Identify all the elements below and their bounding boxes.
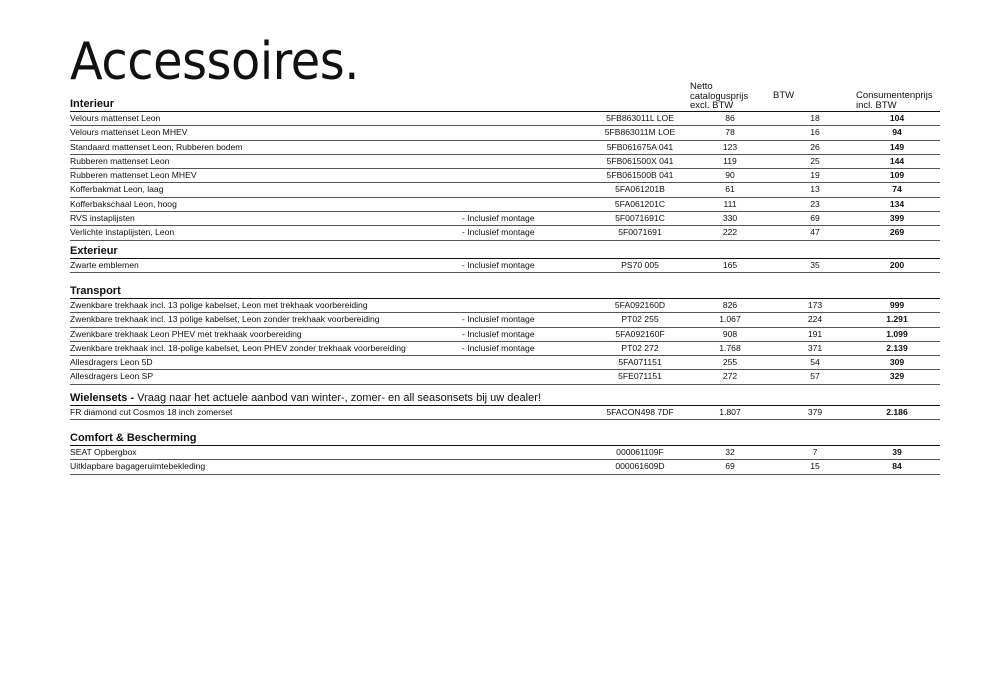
section-title <box>70 284 940 299</box>
vat-amount: 57 <box>810 371 820 382</box>
product-name: Zwenkbare trekhaak Leon PHEV met trekhaak voorbereiding <box>70 328 302 339</box>
part-number: 5F0071691 <box>618 227 662 238</box>
part-number: 5FA071151 <box>618 357 662 368</box>
section-title-text: Wielensets - <box>70 392 135 404</box>
table-row <box>70 126 940 140</box>
section-note: Vraag naar het actuele aanbod van winter-, zomer- en all seasonsets bij uw dealer! <box>134 392 541 404</box>
vat-amount: 19 <box>810 170 820 181</box>
section-title-text: Transport <box>70 285 121 297</box>
product-name: Verlichte instaplijsten, Leon <box>70 227 175 238</box>
net-price: 165 <box>722 260 738 270</box>
table-row <box>70 226 940 240</box>
consumer-price: 329 <box>889 371 905 382</box>
column-header-consumer-line1: Consumentenprijs <box>856 90 933 101</box>
consumer-price: 144 <box>889 155 905 166</box>
table-row <box>70 460 940 474</box>
section-title <box>70 244 940 259</box>
vat-amount: 47 <box>810 227 820 238</box>
part-number: 5F0071691C <box>615 213 665 224</box>
consumer-price: 1.099 <box>886 328 908 339</box>
product-name: SEAT Opbergbox <box>70 447 137 457</box>
vat-amount: 379 <box>807 407 823 417</box>
table-row <box>70 370 940 384</box>
column-header-net-line2: catalogusprijs <box>690 90 749 102</box>
net-price: 69 <box>725 461 735 472</box>
page-title: Accessoires. <box>70 32 359 92</box>
part-number: 5FA092160D <box>614 300 666 310</box>
vat-amount: 13 <box>810 184 820 195</box>
product-name: Kofferbakmat Leon, laag <box>70 184 164 195</box>
section-1 <box>70 244 940 273</box>
vat-amount: 15 <box>810 461 820 472</box>
vat-amount: 25 <box>810 155 820 166</box>
section-title-text: Comfort & Bescherming <box>70 432 197 444</box>
section-title-text: Interieur <box>70 98 115 110</box>
table-row <box>70 155 940 169</box>
column-header-net-line3: excl. BTW <box>690 100 734 111</box>
table-row <box>70 112 940 126</box>
net-price: 119 <box>723 155 737 166</box>
product-name: Zwenkbare trekhaak incl. 13 polige kabelset, Leon zonder trekhaak voorbereiding <box>70 314 380 325</box>
mounting-note: - Inclusief montage <box>462 314 535 325</box>
consumer-price: 109 <box>889 170 905 181</box>
table-row <box>70 169 940 183</box>
section-title <box>70 431 940 446</box>
section-title-text: Exterieur <box>70 245 118 257</box>
vat-amount: 16 <box>810 127 820 138</box>
consumer-price: 84 <box>892 461 902 472</box>
product-name: Allesdragers Leon SP <box>70 371 154 382</box>
vat-amount: 23 <box>810 198 820 209</box>
product-name: Zwenkbare trekhaak incl. 13 polige kabelset, Leon met trekhaak voorbereiding <box>70 300 368 310</box>
product-name: Kofferbakschaal Leon, hoog <box>70 198 177 209</box>
part-number: 5FB863011L LOE <box>606 113 674 123</box>
table-row <box>70 212 940 226</box>
consumer-price: 1.291 <box>886 314 908 325</box>
part-number: 5FA061201C <box>614 198 666 209</box>
consumer-price: 74 <box>892 184 902 195</box>
net-price: 908 <box>722 328 738 339</box>
section-0 <box>70 97 940 241</box>
net-price: 826 <box>722 300 738 310</box>
net-price: 111 <box>723 198 737 209</box>
vat-amount: 173 <box>807 300 823 310</box>
net-price: 90 <box>725 170 735 181</box>
part-number: 5FB061675A 041 <box>606 141 674 152</box>
product-name: RVS instaplijsten <box>70 213 135 224</box>
product-name: Zwarte emblemen <box>70 260 139 270</box>
table-row <box>70 183 940 197</box>
column-header-net-line1: Netto <box>690 81 713 92</box>
column-header-consumer-line2: incl. BTW <box>856 99 897 111</box>
vat-amount: 371 <box>807 342 823 353</box>
consumer-price: 2.139 <box>886 342 908 353</box>
part-number: 5FE071151 <box>618 371 662 382</box>
product-name: Rubberen mattenset Leon <box>70 155 170 166</box>
net-price: 1.807 <box>719 407 741 417</box>
net-price: 255 <box>722 357 738 368</box>
vat-amount: 224 <box>807 314 823 325</box>
consumer-price: 399 <box>889 213 905 224</box>
product-name: Allesdragers Leon 5D <box>70 357 153 368</box>
vat-amount: 26 <box>810 141 820 152</box>
mounting-note: - Inclusief montage <box>462 260 535 270</box>
table-row <box>70 198 940 212</box>
vat-amount: 35 <box>810 260 820 270</box>
part-number: 5FA092160F <box>615 328 665 339</box>
table-row <box>70 328 940 342</box>
net-price: 1.067 <box>719 314 741 325</box>
vat-amount: 191 <box>807 328 823 339</box>
product-name: Rubberen mattenset Leon MHEV <box>70 170 197 181</box>
consumer-price: 200 <box>889 260 905 270</box>
part-number: 5FA061201B <box>615 184 665 195</box>
part-number: 5FACON498 7DF <box>606 407 674 417</box>
product-name: FR diamond cut Cosmos 18 inch zomerset <box>70 407 233 417</box>
net-price: 123 <box>722 141 738 152</box>
net-price: 78 <box>725 127 735 138</box>
table-row <box>70 259 940 273</box>
consumer-price: 39 <box>892 447 902 457</box>
product-name: Standaard mattenset Leon, Rubberen bodem <box>70 141 243 152</box>
section-2 <box>70 284 940 385</box>
table-row <box>70 356 940 370</box>
consumer-price: 104 <box>889 113 905 123</box>
product-name: Velours mattenset Leon <box>70 113 161 123</box>
consumer-price: 309 <box>889 357 905 368</box>
consumer-price: 134 <box>889 198 905 209</box>
part-number: 5FB061500B 041 <box>606 170 674 181</box>
consumer-price: 269 <box>889 227 905 238</box>
table-row <box>70 446 940 460</box>
net-price: 61 <box>725 184 735 195</box>
vat-amount: 69 <box>810 213 820 224</box>
part-number: 5FB061500X 041 <box>606 155 674 166</box>
net-price: 330 <box>722 213 738 224</box>
table-row <box>70 299 940 313</box>
table-row <box>70 342 940 356</box>
product-name: Uitklapbare bagageruimtebekleding <box>70 461 206 472</box>
mounting-note: - Inclusief montage <box>462 213 535 224</box>
part-number: PT02 255 <box>621 314 659 325</box>
part-number: 000061609D <box>615 461 665 472</box>
part-number: PS70 005 <box>621 260 659 270</box>
table-row <box>70 141 940 155</box>
consumer-price: 149 <box>889 141 905 152</box>
vat-amount: 7 <box>812 447 818 457</box>
vat-amount: 18 <box>810 113 820 123</box>
part-number: 000061109F <box>616 447 664 457</box>
mounting-note: - Inclusief montage <box>462 227 535 238</box>
consumer-price: 999 <box>889 300 905 310</box>
column-header-vat: BTW <box>773 90 795 101</box>
table-row <box>70 313 940 327</box>
product-name: Zwenkbare trekhaak incl. 18-polige kabelset, Leon PHEV zonder trekhaak voorbereiding <box>70 342 406 353</box>
part-number: PT02 272 <box>621 342 659 353</box>
table-row <box>70 406 940 420</box>
consumer-price: 2.186 <box>886 407 908 417</box>
net-price: 32 <box>725 447 735 457</box>
section-title <box>70 391 940 406</box>
mounting-note: - Inclusief montage <box>462 342 535 353</box>
net-price: 272 <box>722 371 738 382</box>
net-price: 1.768 <box>719 342 741 353</box>
net-price: 222 <box>722 227 738 238</box>
mounting-note: - Inclusief montage <box>462 328 535 339</box>
consumer-price: 94 <box>892 127 902 138</box>
section-title <box>70 97 940 112</box>
section-3 <box>70 391 940 420</box>
vat-amount: 54 <box>810 357 820 368</box>
part-number: 5FB863011M LOE <box>604 127 676 138</box>
product-name: Velours mattenset Leon MHEV <box>70 127 188 138</box>
net-price: 86 <box>725 113 735 123</box>
section-4 <box>70 431 940 475</box>
